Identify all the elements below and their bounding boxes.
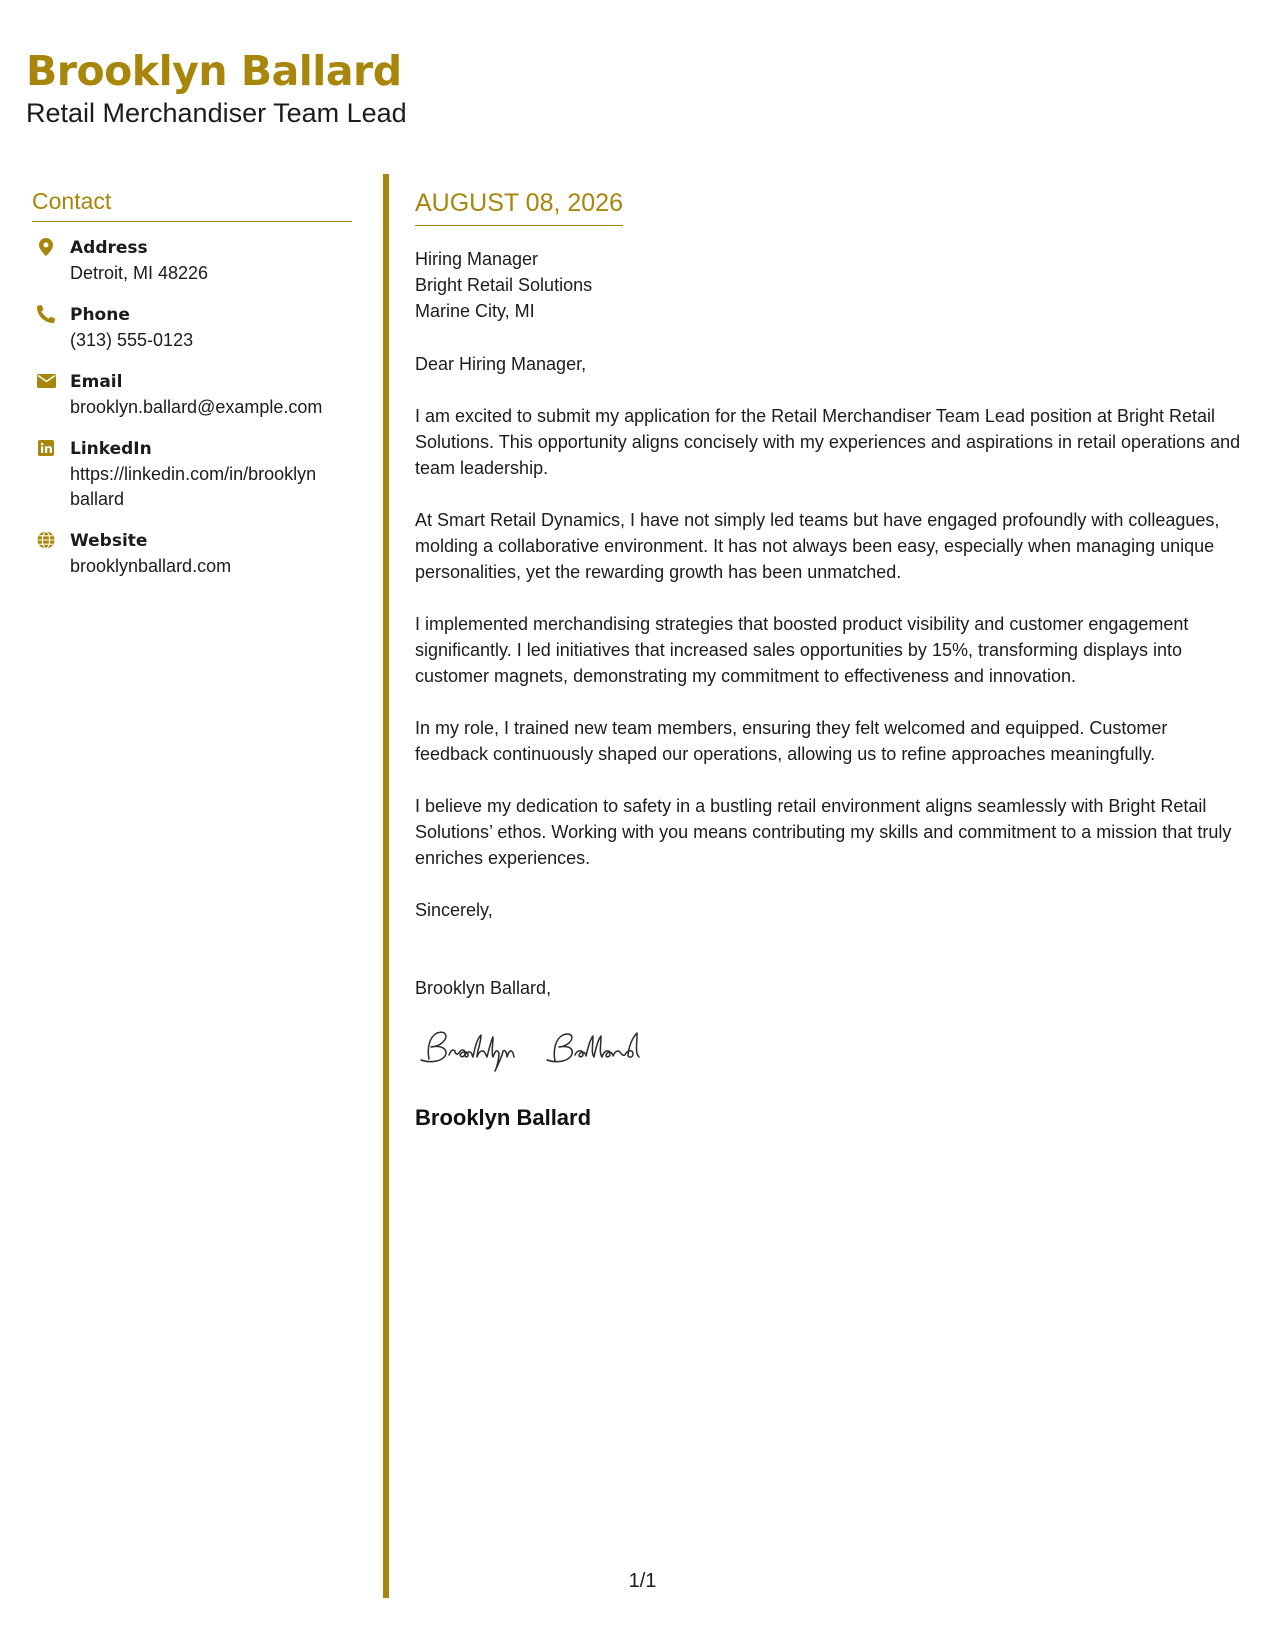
map-pin-icon	[36, 237, 56, 257]
contact-linkedin	[32, 437, 352, 512]
phone-icon	[36, 304, 56, 324]
globe-icon	[36, 530, 56, 550]
contact-value-linkedin[interactable]: https://linkedin.com/in/brooklyn	[70, 464, 317, 484]
salutation: Dear Hiring Manager,	[415, 353, 587, 374]
letter-date: AUGUST 08, 2026	[415, 190, 623, 226]
recipient-block	[415, 246, 1245, 324]
paragraph	[415, 507, 1245, 585]
paragraph	[415, 793, 1245, 871]
paragraph-text: I implemented merchandising strategies that boosted product visibility and customer engagement significantly. I led initiatives that increased sales opportunities by 15%, transforming displays into customer magnets, demonstrating my commitment to effectiveness and innovation.	[415, 613, 1189, 686]
contact-email	[32, 370, 352, 420]
paragraph-text: In my role, I trained new team members, ensuring they felt welcomed and equipped. Customer feedback continuously shaped our operations, allowing us to refine approaches meaningfully.	[415, 717, 1168, 764]
envelope-icon	[36, 371, 56, 391]
contact-address	[32, 236, 352, 286]
contact-value-email[interactable]: brooklyn.ballard@example.com	[70, 397, 323, 417]
printed-name: Brooklyn Ballard	[415, 1104, 592, 1130]
job-title: Retail Merchandiser Team Lead	[26, 98, 407, 129]
contact-label-email: Email	[70, 372, 123, 392]
closing: Sincerely,	[415, 899, 493, 920]
page-number: 1/1	[628, 1570, 657, 1592]
handwritten-signature	[415, 1027, 685, 1075]
contact-value-website[interactable]: brooklynballard.com	[70, 556, 232, 576]
sign-off-name: Brooklyn Ballard,	[415, 977, 552, 998]
contact-website	[32, 529, 352, 579]
paragraph-text: At Smart Retail Dynamics, I have not simply led teams but have engaged profoundly with colleagues, molding a collaborative environment. It has not always been easy, especially when managing unique personalities, yet the rewarding growth has been unmatched.	[415, 509, 1220, 582]
applicant-name: Brooklyn Ballard	[26, 47, 402, 95]
contact-label-linkedin: LinkedIn	[70, 439, 152, 459]
vertical-divider	[383, 174, 389, 1598]
paragraph	[415, 715, 1245, 767]
contact-heading: Contact	[32, 188, 352, 222]
contact-label-phone: Phone	[70, 305, 130, 325]
letter-body	[415, 190, 1245, 1131]
contact-label-address: Address	[70, 238, 148, 258]
contact-sidebar	[32, 188, 352, 596]
contact-value-address: Detroit, MI 48226	[70, 263, 209, 283]
header	[26, 48, 407, 130]
linkedin-icon	[36, 438, 56, 458]
contact-phone	[32, 303, 352, 353]
recipient-line: Bright Retail Solutions	[415, 274, 593, 295]
paragraph	[415, 403, 1245, 481]
paragraph-text: I believe my dedication to safety in a bustling retail environment aligns seamlessly with Bright Retail Solutions’ ethos. Working with you means contributing my skills and commitment to a mission that truly enriches experiences.	[415, 795, 1232, 868]
recipient-line: Marine City, MI	[415, 300, 535, 321]
contact-value-linkedin-cont[interactable]: ballard	[70, 489, 125, 509]
paragraph-text: I am excited to submit my application for the Retail Merchandiser Team Lead position at Bright Retail Solutions. This opportunity aligns concisely with my experiences and aspirations in retail operations and team leadership.	[415, 405, 1241, 478]
recipient-line: Hiring Manager	[415, 248, 539, 269]
contact-value-phone: (313) 555-0123	[70, 330, 194, 350]
contact-label-website: Website	[70, 531, 148, 551]
paragraph	[415, 611, 1245, 689]
